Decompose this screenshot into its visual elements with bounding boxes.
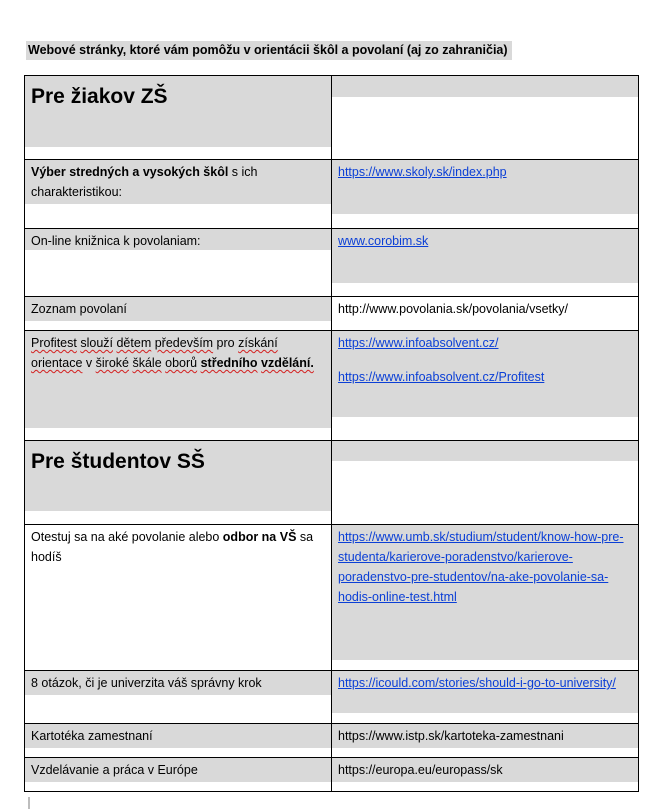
table-row <box>25 671 639 724</box>
row-label: Výber stredných a vysokých škôl s ich charakteristikou: <box>25 160 331 204</box>
table-row <box>25 297 639 331</box>
document-heading: Webové stránky, ktoré vám pomôžu v orientácii škôl a povolaní (aj zo zahraničia) <box>26 41 512 60</box>
row-label: 8 otázok, či je univerzita váš správny krok <box>25 671 331 695</box>
row-label: Vzdelávanie a práca v Európe <box>25 758 331 782</box>
link-corobim[interactable]: www.corobim.sk <box>338 234 429 248</box>
section-title: Pre študentov SŠ <box>25 441 331 511</box>
table-row <box>25 758 639 792</box>
row-url: https://www.istp.sk/kartoteka-zamestnani <box>332 724 638 748</box>
link-icould[interactable]: https://icould.com/stories/should-i-go-to-university/ <box>338 676 616 690</box>
section-header-row <box>25 76 639 160</box>
link-profitest[interactable]: https://www.infoabsolvent.cz/Profitest <box>338 370 545 384</box>
row-label: On-line knižnica k povolaniam: <box>25 229 331 250</box>
text-cursor <box>28 797 30 809</box>
row-label: Kartotéka zamestnaní <box>25 724 331 748</box>
link-skoly[interactable]: https://www.skoly.sk/index.php <box>338 165 507 179</box>
table-row <box>25 724 639 758</box>
table-row <box>25 525 639 671</box>
row-label: Zoznam povolaní <box>25 297 331 321</box>
section-header-row <box>25 441 639 525</box>
resources-table <box>24 75 639 792</box>
row-label: Profitest slouží dětem především pro získání orientace v široké škále oborů středního vzdělání. <box>25 331 331 428</box>
row-label: Otestuj sa na aké povolanie alebo odbor na VŠ sa hodíš <box>31 530 314 564</box>
link-umb-test[interactable]: https://www.umb.sk/studium/student/know-how-pre-studenta/karierove-poradenstvo/karierove-poradenstvo-pre-studentov/na-ake-povolanie-sa-hodis-online-test.html <box>338 530 624 604</box>
table-row <box>25 331 639 441</box>
link-infoabsolvent[interactable]: https://www.infoabsolvent.cz/ <box>338 336 499 350</box>
table-row <box>25 160 639 229</box>
section-title: Pre žiakov ZŠ <box>25 76 331 147</box>
row-url: https://europa.eu/europass/sk <box>332 758 638 782</box>
table-row <box>25 229 639 297</box>
row-url: http://www.povolania.sk/povolania/vsetky/ <box>338 302 568 316</box>
